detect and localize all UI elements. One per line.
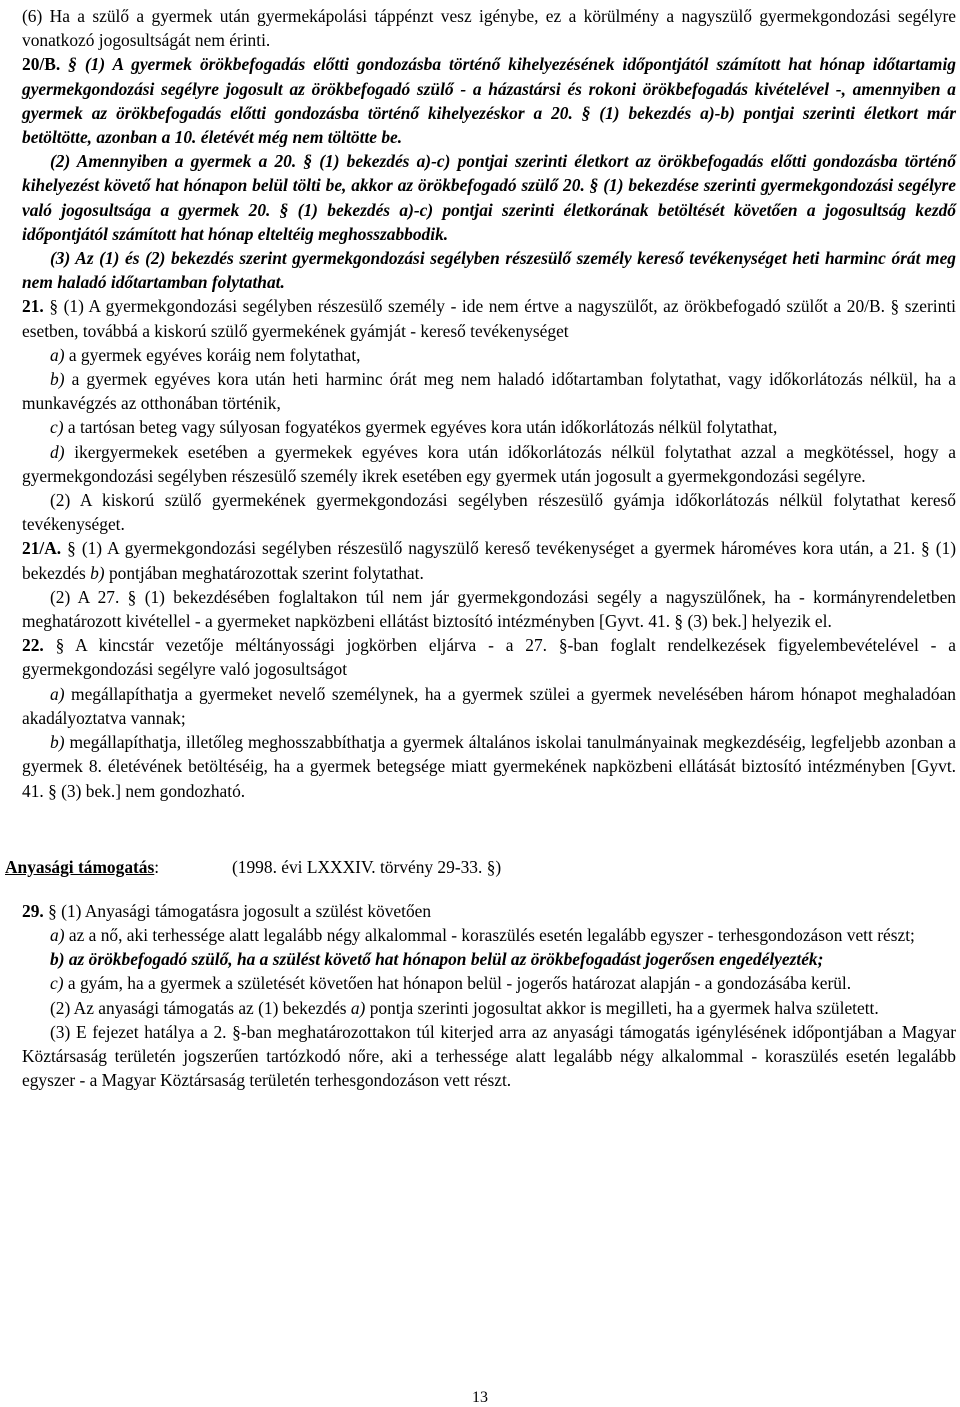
paragraph-29-2 [22,996,956,1020]
point-text-c: a tartósan beteg vagy súlyosan fogyatékos gyermek egyéves kora után időkorlátozás nélkül folytathat, [67,417,778,438]
paragraph-21-c [22,415,956,439]
section-21-intro: § (1) A gyermekgondozási segélyben részesülő személy - ide nem értve a nagyszülőt, az örökbefogadó szülőt a 20/B. § szerinti esetben, továbbá a kiskorú szülő gyermekének gyámját - kereső tevékenységet [22,296,956,341]
page-number: 13 [472,1389,488,1406]
point-ref-b: b) [90,562,105,583]
section-29-2-start: (2) Az anyasági támogatás az (1) bekezdés [50,997,347,1018]
section-20b-1-text: § (1) A gyermek örökbefogadás előtti gondozásba történő kihelyezésének időpontjától számított hat hónap időtartamig gyermekgondozási segélyre jogosult az örökbefogadó szülő - a házastársi és rokoni örökbefogadás kivételével -, amennyiben a gyermek az örökbefogadás előtti gondozásba történő kihelyezéskor a 20. § (1) bekezdés a)-b) pontjai szerinti életkort már betöltötte, azonban a 10. életévét még nem töltötte be. [22,54,956,148]
point-text-b: a gyermek egyéves kora után heti harminc órát meg nem haladó időtartamban folytathat, vagy időkorlátozás nélkül, ha a munkavégzés az otthonában történik, [22,369,956,414]
point-text-b: megállapíthatja, illetőleg meghosszabbíthatja a gyermek általános iskolai tanulmányainak megkezdéséig, legfeljebb azonban a gyermek 8. életévének betöltéséig, ha a gyermek betegsége miatt gyermekének napközbeni ellátását biztosító intézményben [Gyvt. 41. § (3) bek.] nem gondozható. [22,732,956,801]
paragraph-29-c [22,971,956,995]
paragraph-29-a [22,923,956,947]
paragraph-21a-2: (2) A 27. § (1) bekezdésében foglaltakon túl nem jár gyermekgondozási segély a nagyszülőnek, ha - kormányrendeletben meghatározott kivétellel - a gyermeket napközbeni ellátást biztosító intézményben [Gyvt. 41. § (3) bek.] helyezik el. [22,586,956,632]
section-29-intro: § (1) Anyasági támogatásra jogosult a szülést követően [48,900,432,921]
section-number-21: 21. [22,296,44,317]
paragraph-20b-3: (3) Az (1) és (2) bekezdés szerint gyermekgondozási segélyben részesülő személy kereső tevékenységet heti harminc órát meg nem haladó időtartamban folytathat. [22,248,956,293]
point-text-c: a gyám, ha a gyermek a születését követően hat hónapon belül - jogerős határozat alapján - a gondozásába kerül. [67,973,852,994]
section-number-22: 22. [22,635,44,656]
point-text-a: megállapíthatja a gyermeket nevelő személynek, ha a gyermek szülei a gyermek nevelésében három hónapot meghaladóan akadályoztatva vannak; [22,683,956,728]
point-label-c: c) [50,417,64,438]
paragraph-29-1 [22,899,956,923]
paragraph-22-a [22,682,956,730]
point-label-b: b) [50,732,65,753]
paragraph-20b-1 [22,52,956,149]
paragraph-21-b [22,367,956,415]
paragraph-22-b [22,730,956,803]
paragraph-21-a [22,343,956,367]
section-21a-1-end: pontjában meghatározottak szerint folytathat. [108,562,424,583]
paragraph-20b-2: (2) Amennyiben a gyermek a 20. § (1) bekezdés a)-c) pontjai szerinti életkort az örökbefogadás előtti gondozásba történő kihelyezést követő hat hónapon belül tölti be, akkor az örökbefogadó szülő 20. § (1) bekezdése szerinti gyermekgondozási segélyre való jogosultsága a gyermek 20. § (1) bekezdés a)-c) pontjai szerinti életkorának betöltését követően a jogosultság kezdő időpontjától számított hat hónap elteltéig meghosszabbodik. [22,151,956,244]
paragraph-22 [22,633,956,681]
point-label-b: b) [50,369,65,390]
law-reference: (1998. évi LXXXIV. törvény 29-33. §) [232,856,502,877]
anyasagi-heading [5,855,956,879]
point-label-d: d) [50,441,65,462]
paragraph-21-d [22,440,956,488]
point-text-a: az a nő, aki terhessége alatt legalább négy alkalommal - koraszülés esetén legalább egyszer - terhesgondozáson vett részt; [68,924,915,945]
section-21a-1-start: § (1) A gyermekgondozási segélyben részesülő nagyszülő kereső tevékenységet a gyermek hároméves kora után, a 21. § (1) bekezdés [22,538,957,583]
section-heading: Anyasági támogatás [5,856,155,877]
point-label-a: a) [50,924,65,945]
paragraph-21a-1 [22,536,956,584]
point-text-d: ikergyermekek esetében a gyermekek egyéves kora után időkorlátozás nélkül folytathat azzal a megkötéssel, hogy a gyermekgondozási segélyben részesülő személy ikrek esetében egy gyermek után jogosult a gyermekgondozási segélyre. [22,441,956,486]
point-text-a: a gyermek egyéves koráig nem folytathat, [68,344,361,365]
section-number-29: 29. [22,900,44,921]
paragraph-20-6: (6) Ha a szülő a gyermek után gyermekápolási táppénzt vesz igénybe, ez a körülmény a nagyszülő gyermekgondozási segélyre vonatkozó jogosultságát nem érinti. [22,6,956,51]
document-page [5,4,957,1092]
point-label-a: a) [50,344,65,365]
paragraph-21-2: (2) A kiskorú szülő gyermekének gyermekgondozási segélyben részesülő gyámja időkorlátozás nélkül folytathat kereső tevékenységet. [22,490,956,535]
paragraph-21-1 [22,294,956,342]
paragraph-29-3: (3) E fejezet hatálya a 2. §-ban meghatározottakon túl kiterjed arra az anyasági támogatás igénylésének időpontjában a Magyar Köztársaság területén jogszerűen tartózkodó nőre, aki a terhessége alatt legalább négy alkalommal - koraszülés esetén legalább egyszer - a Magyar Köztársaság területén terhesgondozáson vett részt. [22,1021,956,1091]
point-ref-a: a) [350,997,366,1018]
section-22-intro: § A kincstár vezetője méltányossági jogkörben eljárva - a 27. §-ban foglalt rendelkezések figyelembevételével - a gyermekgondozási segélyre való jogosultságot [22,635,956,680]
point-label-a: a) [50,683,65,704]
section-number-21a: 21/A. [22,538,62,559]
point-label-c: c) [50,973,64,994]
paragraph-29-b: b) az örökbefogadó szülő, ha a szülést követő hat hónapon belül az örökbefogadást jogerősen engedélyezték; [50,949,824,970]
heading-colon: : [154,856,160,877]
section-29-2-end: pontja szerinti jogosultat akkor is megilleti, ha a gyermek halva született. [369,997,879,1018]
section-number-20b: 20/B. [22,54,61,75]
